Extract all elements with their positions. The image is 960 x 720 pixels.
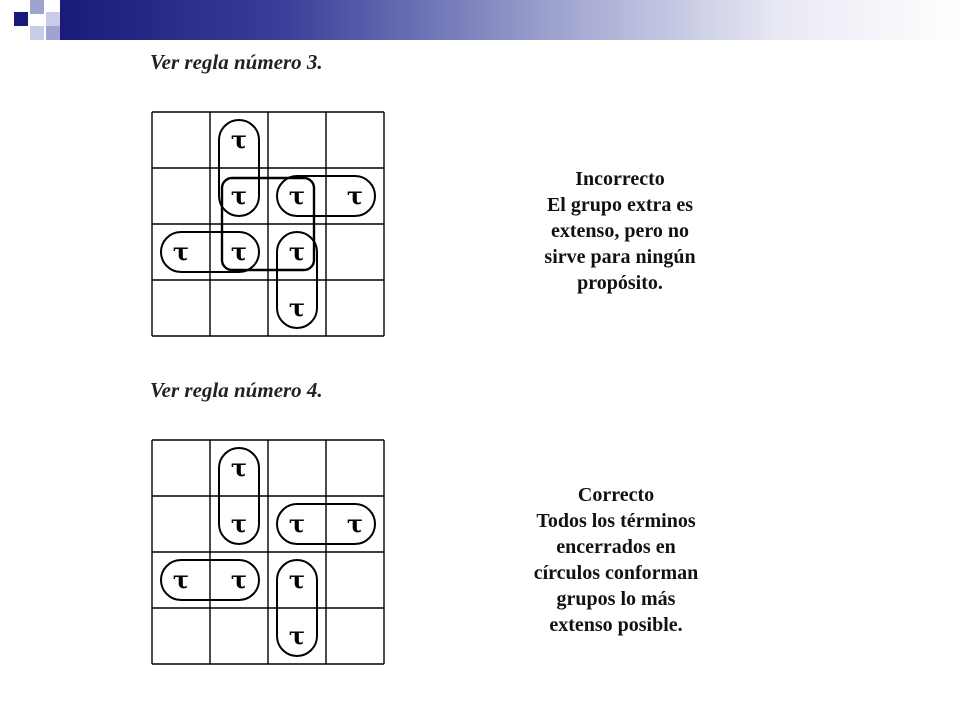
banner-square [14, 12, 28, 26]
banner-gradient-bar [60, 0, 960, 40]
tau-symbol: τ [288, 509, 306, 538]
tau-symbol: τ [288, 565, 306, 594]
title-banner [0, 0, 960, 44]
tau-symbol: τ [172, 565, 190, 594]
tau-symbol: τ [230, 565, 248, 594]
caption-line: Incorrecto [575, 168, 665, 190]
tau-symbol: τ [230, 453, 248, 482]
tau-symbol: τ [288, 621, 306, 650]
caption-line: propósito. [577, 272, 663, 294]
caption-line: Todos los términos [536, 510, 696, 532]
tau-symbol: τ [230, 181, 248, 210]
caption-line: grupos lo más [556, 588, 676, 610]
tau-symbol: τ [288, 293, 306, 322]
tau-symbol: τ [230, 125, 248, 154]
banner-square [46, 26, 60, 40]
caption-line: extenso, pero no [551, 220, 689, 242]
banner-square [30, 0, 44, 14]
caption-line: encerrados en [556, 536, 676, 558]
tau-symbol: τ [230, 509, 248, 538]
tau-symbol: τ [288, 237, 306, 266]
karnaugh-map-incorrect [150, 110, 386, 338]
caption-correct [496, 482, 736, 638]
tau-symbol: τ [172, 237, 190, 266]
caption-line: círculos conforman [533, 562, 699, 584]
caption-line: extenso posible. [549, 614, 683, 636]
tau-symbol: τ [346, 509, 364, 538]
caption-line: sirve para ningún [544, 246, 696, 268]
banner-square [46, 12, 60, 26]
tau-symbol: τ [230, 237, 248, 266]
tau-symbol: τ [346, 181, 364, 210]
caption-line: El grupo extra es [546, 194, 694, 216]
caption-incorrect [500, 166, 740, 296]
banner-square [30, 26, 44, 40]
section-2-heading: Ver regla número 4. [150, 378, 323, 402]
caption-line: Correcto [577, 484, 655, 506]
tau-symbol: τ [288, 181, 306, 210]
karnaugh-map-correct [150, 438, 386, 666]
section-1-heading: Ver regla número 3. [150, 50, 323, 74]
